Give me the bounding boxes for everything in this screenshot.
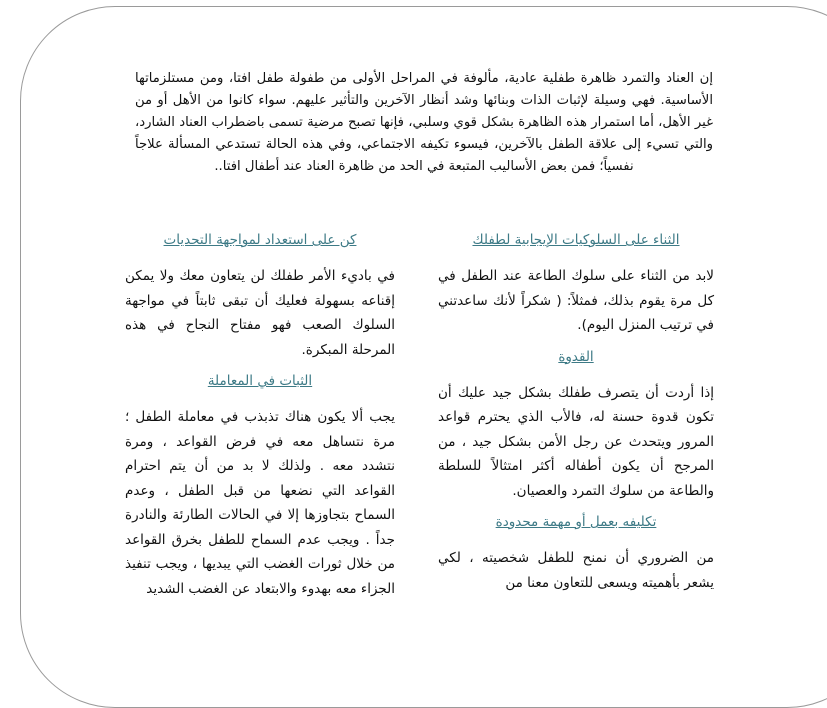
- section-heading: الثبات في المعاملة: [207, 373, 313, 389]
- section-body: لابد من الثناء على سلوك الطاعة عند الطفل في كل مرة يقوم بذلك، فمثلاً: ( شكراً لأنك ساعدتني في ترتيب المنزل اليوم).: [438, 268, 714, 333]
- right-column: [438, 230, 714, 604]
- section-praise: [438, 230, 714, 338]
- section-heading: الثناء على السلوكيات الإيجابية لطفلك: [472, 232, 680, 248]
- section-body: في باديء الأمر طفلك لن يتعاون معك ولا يمكن إقناعه بسهولة فعليك أن تبقى ثابتاً في مواجهة السلوك الصعب فهو مفتاح النجاح في هذه المرحلة المبكرة.: [125, 268, 395, 358]
- section-role-model: [438, 347, 714, 504]
- section-body: يجب ألا يكون هناك تذبذب في معاملة الطفل ؛ مرة نتساهل معه في فرض القواعد ، ومرة نتشدد معه . ولذلك لا بد من أن يتم احترام القواعد التي نضعها من قبل الطفل ، وعدم السماح بتجاوزها إلا في الحالات الطارئة والنادرة جداً . ويجب عدم السماح للطفل بخرق القواعد من خلال ثورات الغضب التي يبديها ، ويجب تنفيذ الجزاء معه بهدوء والابتعاد عن الغضب الشديد: [125, 409, 395, 597]
- section-challenges: [125, 230, 395, 362]
- section-body: من الضروري أن نمنح للطفل شخصيته ، لكي يشعر بأهميته ويسعى للتعاون معنا من: [438, 550, 714, 591]
- section-heading: تكليفه بعمل أو مهمة محدودة: [495, 514, 657, 530]
- section-task: [438, 512, 714, 595]
- section-body: إذا أردت أن يتصرف طفلك بشكل جيد عليك أن تكون قدوة حسنة له، فالأب الذي يحترم قواعد المرور ويتحدث عن رجل الأمن بشكل جيد ، من المرجح أن يكون أطفاله أكثر امتثالاً للسلطة والطاعة من سلوك التمرد والعصيان.: [438, 384, 714, 499]
- left-column: [125, 230, 395, 610]
- intro-paragraph: إن العناد والتمرد ظاهرة طفلية عادية، مألوفة في المراحل الأولى من طفولة طفل افتا، ومن مستلزماتها الأساسية. فهي وسيلة لإثبات الذات وبنائها وشد أنظار الآخرين والتأثير عليهم. سواء كانوا من الأهل أو من غير الأهل، أما استمرار هذه الظاهرة بشكل قوي وسلبي، فإنها تصبح مرضية تسمى باضطراب العناد الشارد، والتي تسيء إلى علاقة الطفل بالآخرين، فيسوء تكيفه الاجتماعي، وفي هذه الحالة تستدعي المسألة علاجاً نفسياً؛ فمن بعض الأساليب المتبعة في الحد من ظاهرة العناد عند أطفال افتا..: [135, 71, 713, 174]
- section-consistency: [125, 371, 395, 601]
- section-heading: كن على استعداد لمواجهة التحديات: [163, 232, 357, 248]
- section-heading: القدوة: [558, 348, 594, 365]
